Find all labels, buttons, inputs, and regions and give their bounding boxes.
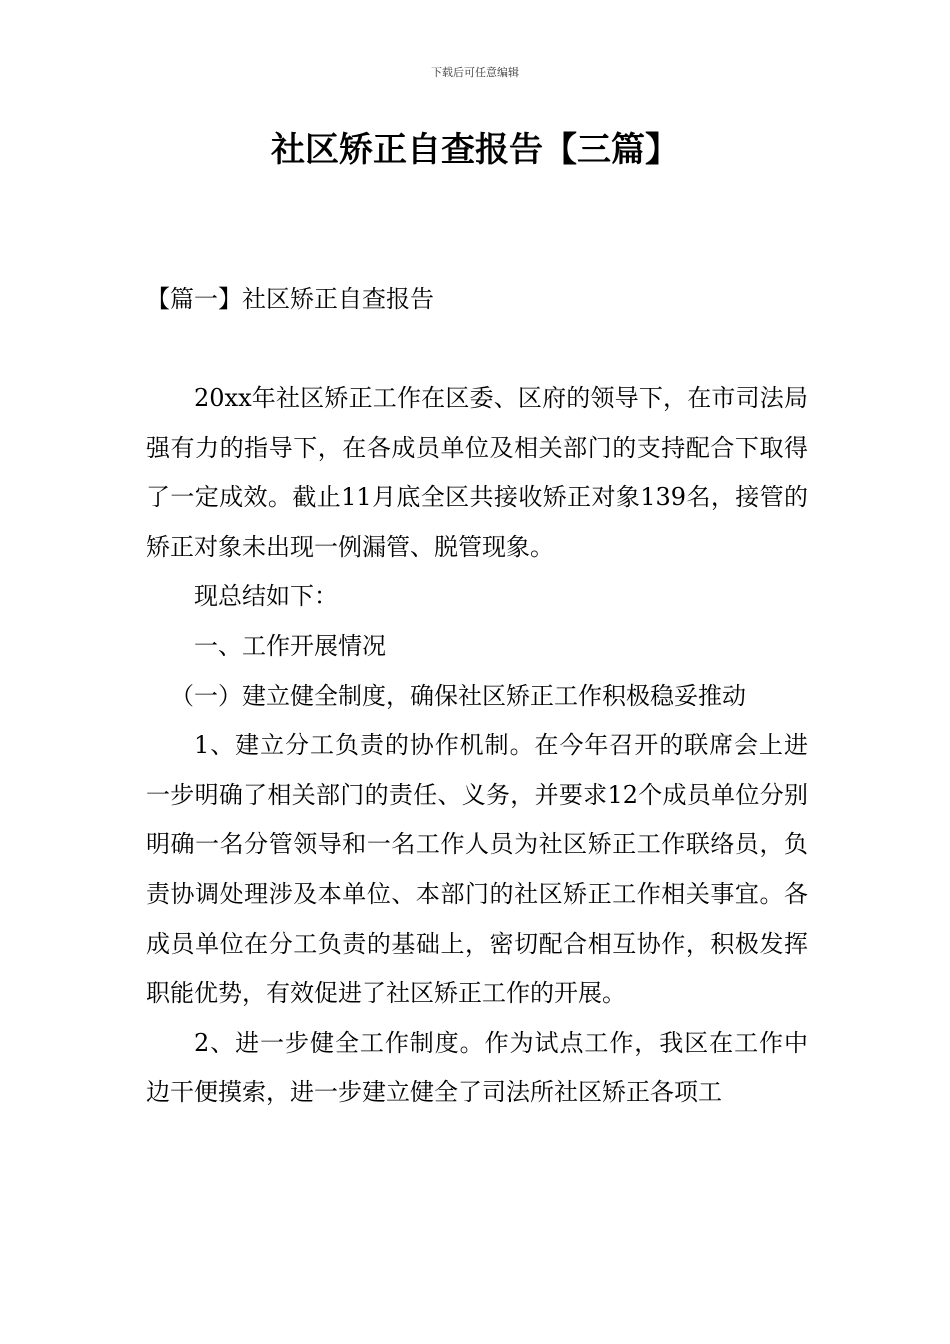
document-title: 社区矫正自查报告【三篇】 [271, 130, 679, 170]
document-body [146, 374, 808, 1118]
header-note: 下载后可任意编辑 [431, 66, 519, 79]
paragraph-subheading-system: （一）建立健全制度，确保社区矫正工作积极稳妥推动 [170, 681, 746, 710]
section-heading: 【篇一】社区矫正自查报告 [146, 285, 434, 313]
paragraph-heading-work-status: 一、工作开展情况 [194, 631, 386, 660]
paragraph-summary-lead: 现总结如下： [194, 582, 338, 611]
paragraph-intro: 20xx年社区矫正工作在区委、区府的领导下，在市司法局强有力的指导下，在各成员单位及相关部门的支持配合下取得了一定成效。截止11月底全区共接收矫正对象139名，接管的矫正对象未出现一例漏管、脱管现象。 [146, 384, 808, 561]
paragraph-item-2: 2、进一步健全工作制度。作为试点工作，我区在工作中边干便摸索，进一步建立健全了司法所社区矫正各项工 [146, 1028, 808, 1107]
paragraph-item-1: 1、建立分工负责的协作机制。在今年召开的联席会上进一步明确了相关部门的责任、义务，并要求12个成员单位分别明确一名分管领导和一名工作人员为社区矫正工作联络员，负责协调处理涉及本单位、本部门的社区矫正工作相关事宜。各成员单位在分工负责的基础上，密切配合相互协作，积极发挥职能优势，有效促进了社区矫正工作的开展。 [146, 731, 808, 1008]
